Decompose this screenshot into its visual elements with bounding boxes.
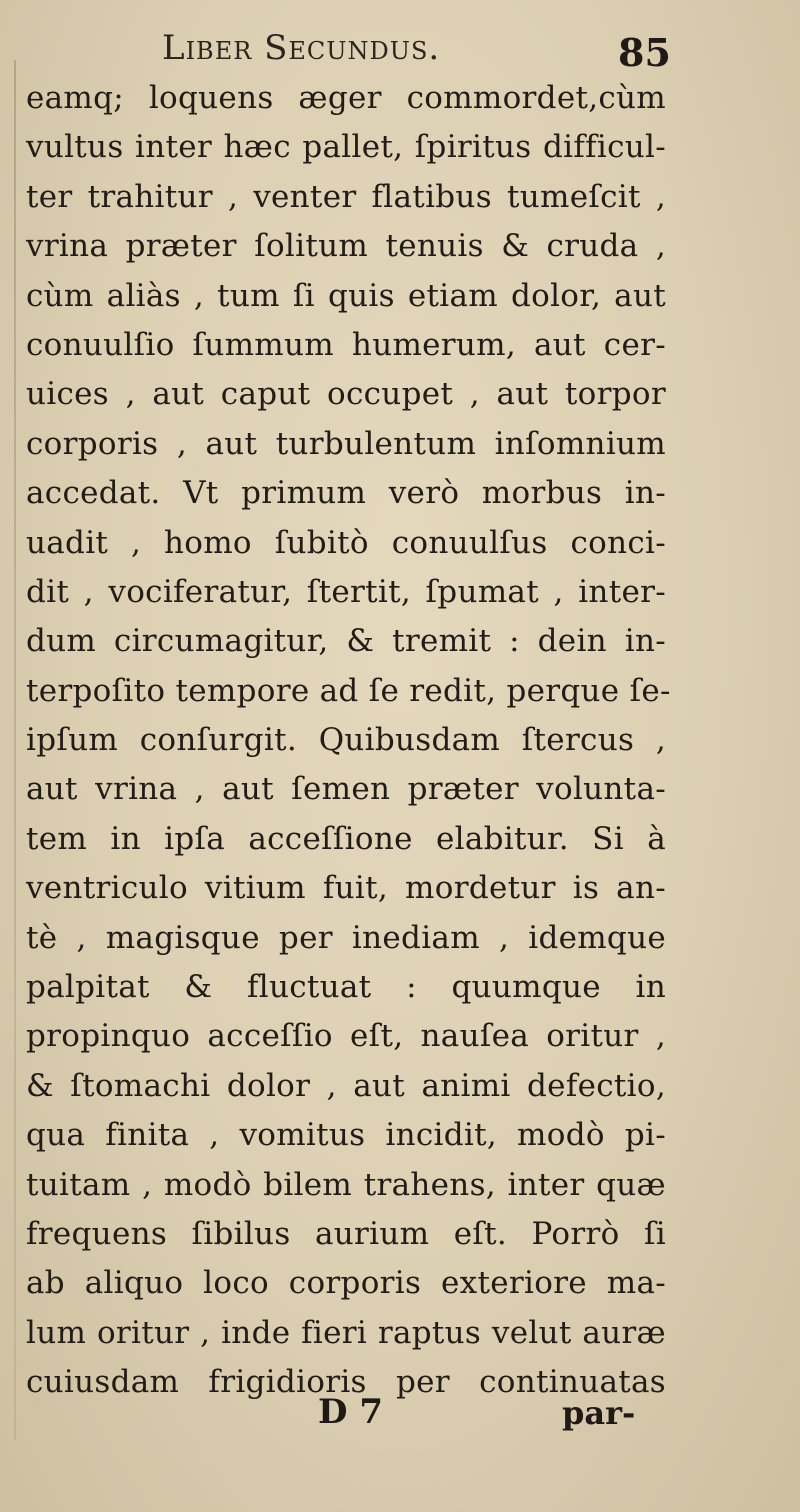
text-line: aut vrina , aut ſemen præter volunta- bbox=[26, 771, 666, 808]
page-number: 85 bbox=[618, 30, 671, 75]
page-footer bbox=[0, 1380, 800, 1450]
text-line: cùm aliàs , tum ſi quis etiam dolor, aut bbox=[26, 277, 666, 314]
text-line: lum oritur , inde fieri raptus velut auræ bbox=[26, 1314, 666, 1351]
text-line: tè , magisque per inediam , idemque bbox=[26, 919, 666, 956]
text-line: terpoſito tempore ad ſe redit, perque ſe- bbox=[26, 672, 671, 709]
catchword: par- bbox=[562, 1394, 636, 1432]
text-line: corporis , aut turbulentum inſomnium bbox=[26, 425, 666, 462]
text-line: uices , aut caput occupet , aut torpor bbox=[26, 376, 666, 413]
text-line: ab aliquo loco corporis exteriore ma- bbox=[26, 1265, 666, 1302]
text-line: eamq; loquens æger commordet,cùm bbox=[26, 80, 666, 116]
text-line: tem in ipſa acceſſione elabitur. Si à bbox=[26, 820, 666, 857]
text-line: tuitam , modò bilem trahens, inter quæ bbox=[26, 1166, 666, 1203]
text-line: dum circumagitur, & tremit : dein in- bbox=[26, 623, 666, 660]
text-line: & ſtomachi dolor , aut animi defectio, bbox=[26, 1067, 666, 1104]
text-line: dit , vociferatur, ſtertit, ſpumat , inter- bbox=[26, 573, 666, 610]
gutter-shadow bbox=[14, 60, 16, 1440]
text-line: ventriculo vitium fuit, mordetur is an- bbox=[26, 870, 666, 907]
text-line: conuulſio ſummum humerum, aut cer- bbox=[26, 326, 666, 363]
text-line: propinquo acceſſio eſt, nauſea oritur , bbox=[26, 1018, 666, 1055]
text-line: qua finita , vomitus incidit, modò pi- bbox=[26, 1117, 666, 1154]
body-text bbox=[26, 74, 671, 1408]
text-line: palpitat & fluctuat : quumque in bbox=[26, 969, 666, 1006]
text-line: uadit , homo ſubitò conuulſus conci- bbox=[26, 524, 666, 561]
text-line: ipſum conſurgit. Quibusdam ſtercus , bbox=[26, 722, 666, 759]
text-line: ter trahitur , venter flatibus tumeſcit , bbox=[26, 178, 666, 215]
page-header bbox=[0, 20, 800, 80]
text-line: accedat. Vt primum verò morbus in- bbox=[26, 475, 666, 512]
signature-mark: D 7 bbox=[318, 1392, 383, 1432]
text-line: vrina præter ſolitum tenuis & cruda , bbox=[26, 228, 666, 265]
text-line: frequens ſibilus aurium eſt. Porrò ſi bbox=[26, 1215, 666, 1252]
text-line: cuiusdam frigidioris per continuatas bbox=[26, 1364, 666, 1401]
running-title: Liber Secundus. bbox=[162, 28, 441, 68]
text-line: vultus inter hæc pallet, ſpiritus difficul- bbox=[26, 129, 666, 166]
